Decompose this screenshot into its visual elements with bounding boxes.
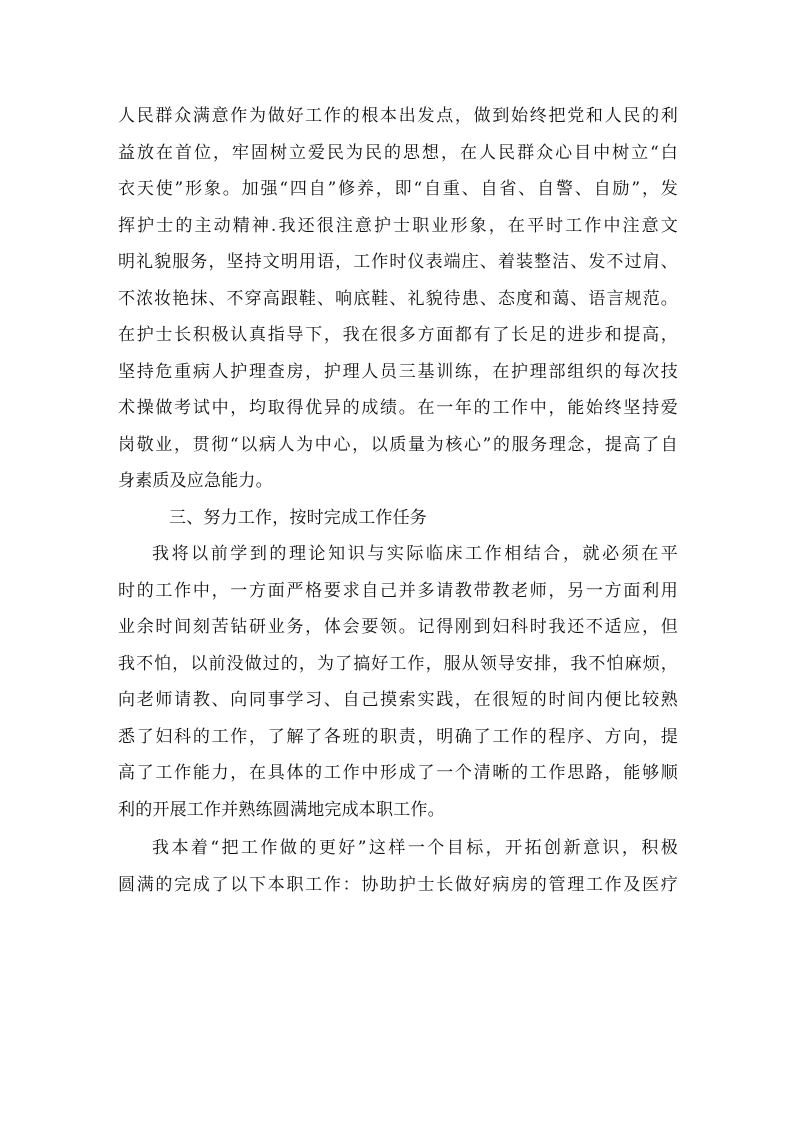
text-line: 悉了妇科的工作，了解了各班的职责，明确了工作的程序、方向，提 xyxy=(118,726,678,747)
document-body xyxy=(118,98,678,903)
text-line: 人民群众满意作为做好工作的根本出发点，做到始终把党和人民的利 xyxy=(118,106,678,126)
text-line: 圆满的完成了以下本职工作：协助护士长做好病房的管理工作及医疗 xyxy=(118,874,678,895)
paragraph-2 xyxy=(118,536,678,828)
section-heading: 三、努力工作，按时完成工作任务 xyxy=(169,507,427,528)
section-heading-block xyxy=(118,500,678,537)
text-line: 我不怕，以前没做过的，为了搞好工作，服从领导安排，我不怕麻烦， xyxy=(118,653,678,674)
text-line: 身素质及应急能力。 xyxy=(118,471,273,491)
text-line: 向老师请教、向同事学习、自己摸索实践，在很短的时间内便比较熟 xyxy=(118,690,678,710)
text-line: 我将以前学到的理论知识与实际临床工作相结合，就必须在平 xyxy=(152,544,678,564)
text-line: 术操做考试中，均取得优异的成绩。在一年的工作中，能始终坚持爱 xyxy=(118,398,678,418)
text-line: 益放在首位，牢固树立爱民为民的思想，在人民群众心目中树立“白 xyxy=(118,142,678,163)
text-line: 衣天使”形象。加强“四自”修养，即“自重、自省、自警、自励”，发 xyxy=(118,179,678,199)
text-line: 时的工作中，一方面严格要求自己并多请教带教老师，另一方面利用 xyxy=(118,580,678,601)
text-line: 高了工作能力，在具体的工作中形成了一个清晰的工作思路，能够顺 xyxy=(118,763,678,783)
text-line: 岗敬业，贯彻“以病人为中心，以质量为核心”的服务理念，提高了自 xyxy=(118,434,678,455)
paragraph-3 xyxy=(118,830,678,903)
text-line: 业余时间刻苦钻研业务，体会要领。记得刚到妇科时我还不适应，但 xyxy=(118,617,678,637)
text-line: 在护士长积极认真指导下，我在很多方面都有了长足的进步和提高， xyxy=(118,325,678,345)
text-line: 不浓妆艳抹、不穿高跟鞋、响底鞋、礼貌待患、态度和蔼、语言规范。 xyxy=(118,288,678,309)
text-line: 我本着“把工作做的更好”这样一个目标，开拓创新意识，积极 xyxy=(152,838,678,858)
text-line: 坚持危重病人护理查房，护理人员三基训练，在护理部组织的每次技 xyxy=(118,361,678,382)
text-line: 利的开展工作并熟练圆满地完成本职工作。 xyxy=(118,799,445,820)
paragraph-1 xyxy=(118,98,678,500)
text-line: 明礼貌服务，坚持文明用语，工作时仪表端庄、着装整洁、发不过肩、 xyxy=(118,252,678,272)
text-line: 挥护士的主动精神.我还很注意护士职业形象，在平时工作中注意文 xyxy=(118,215,678,236)
